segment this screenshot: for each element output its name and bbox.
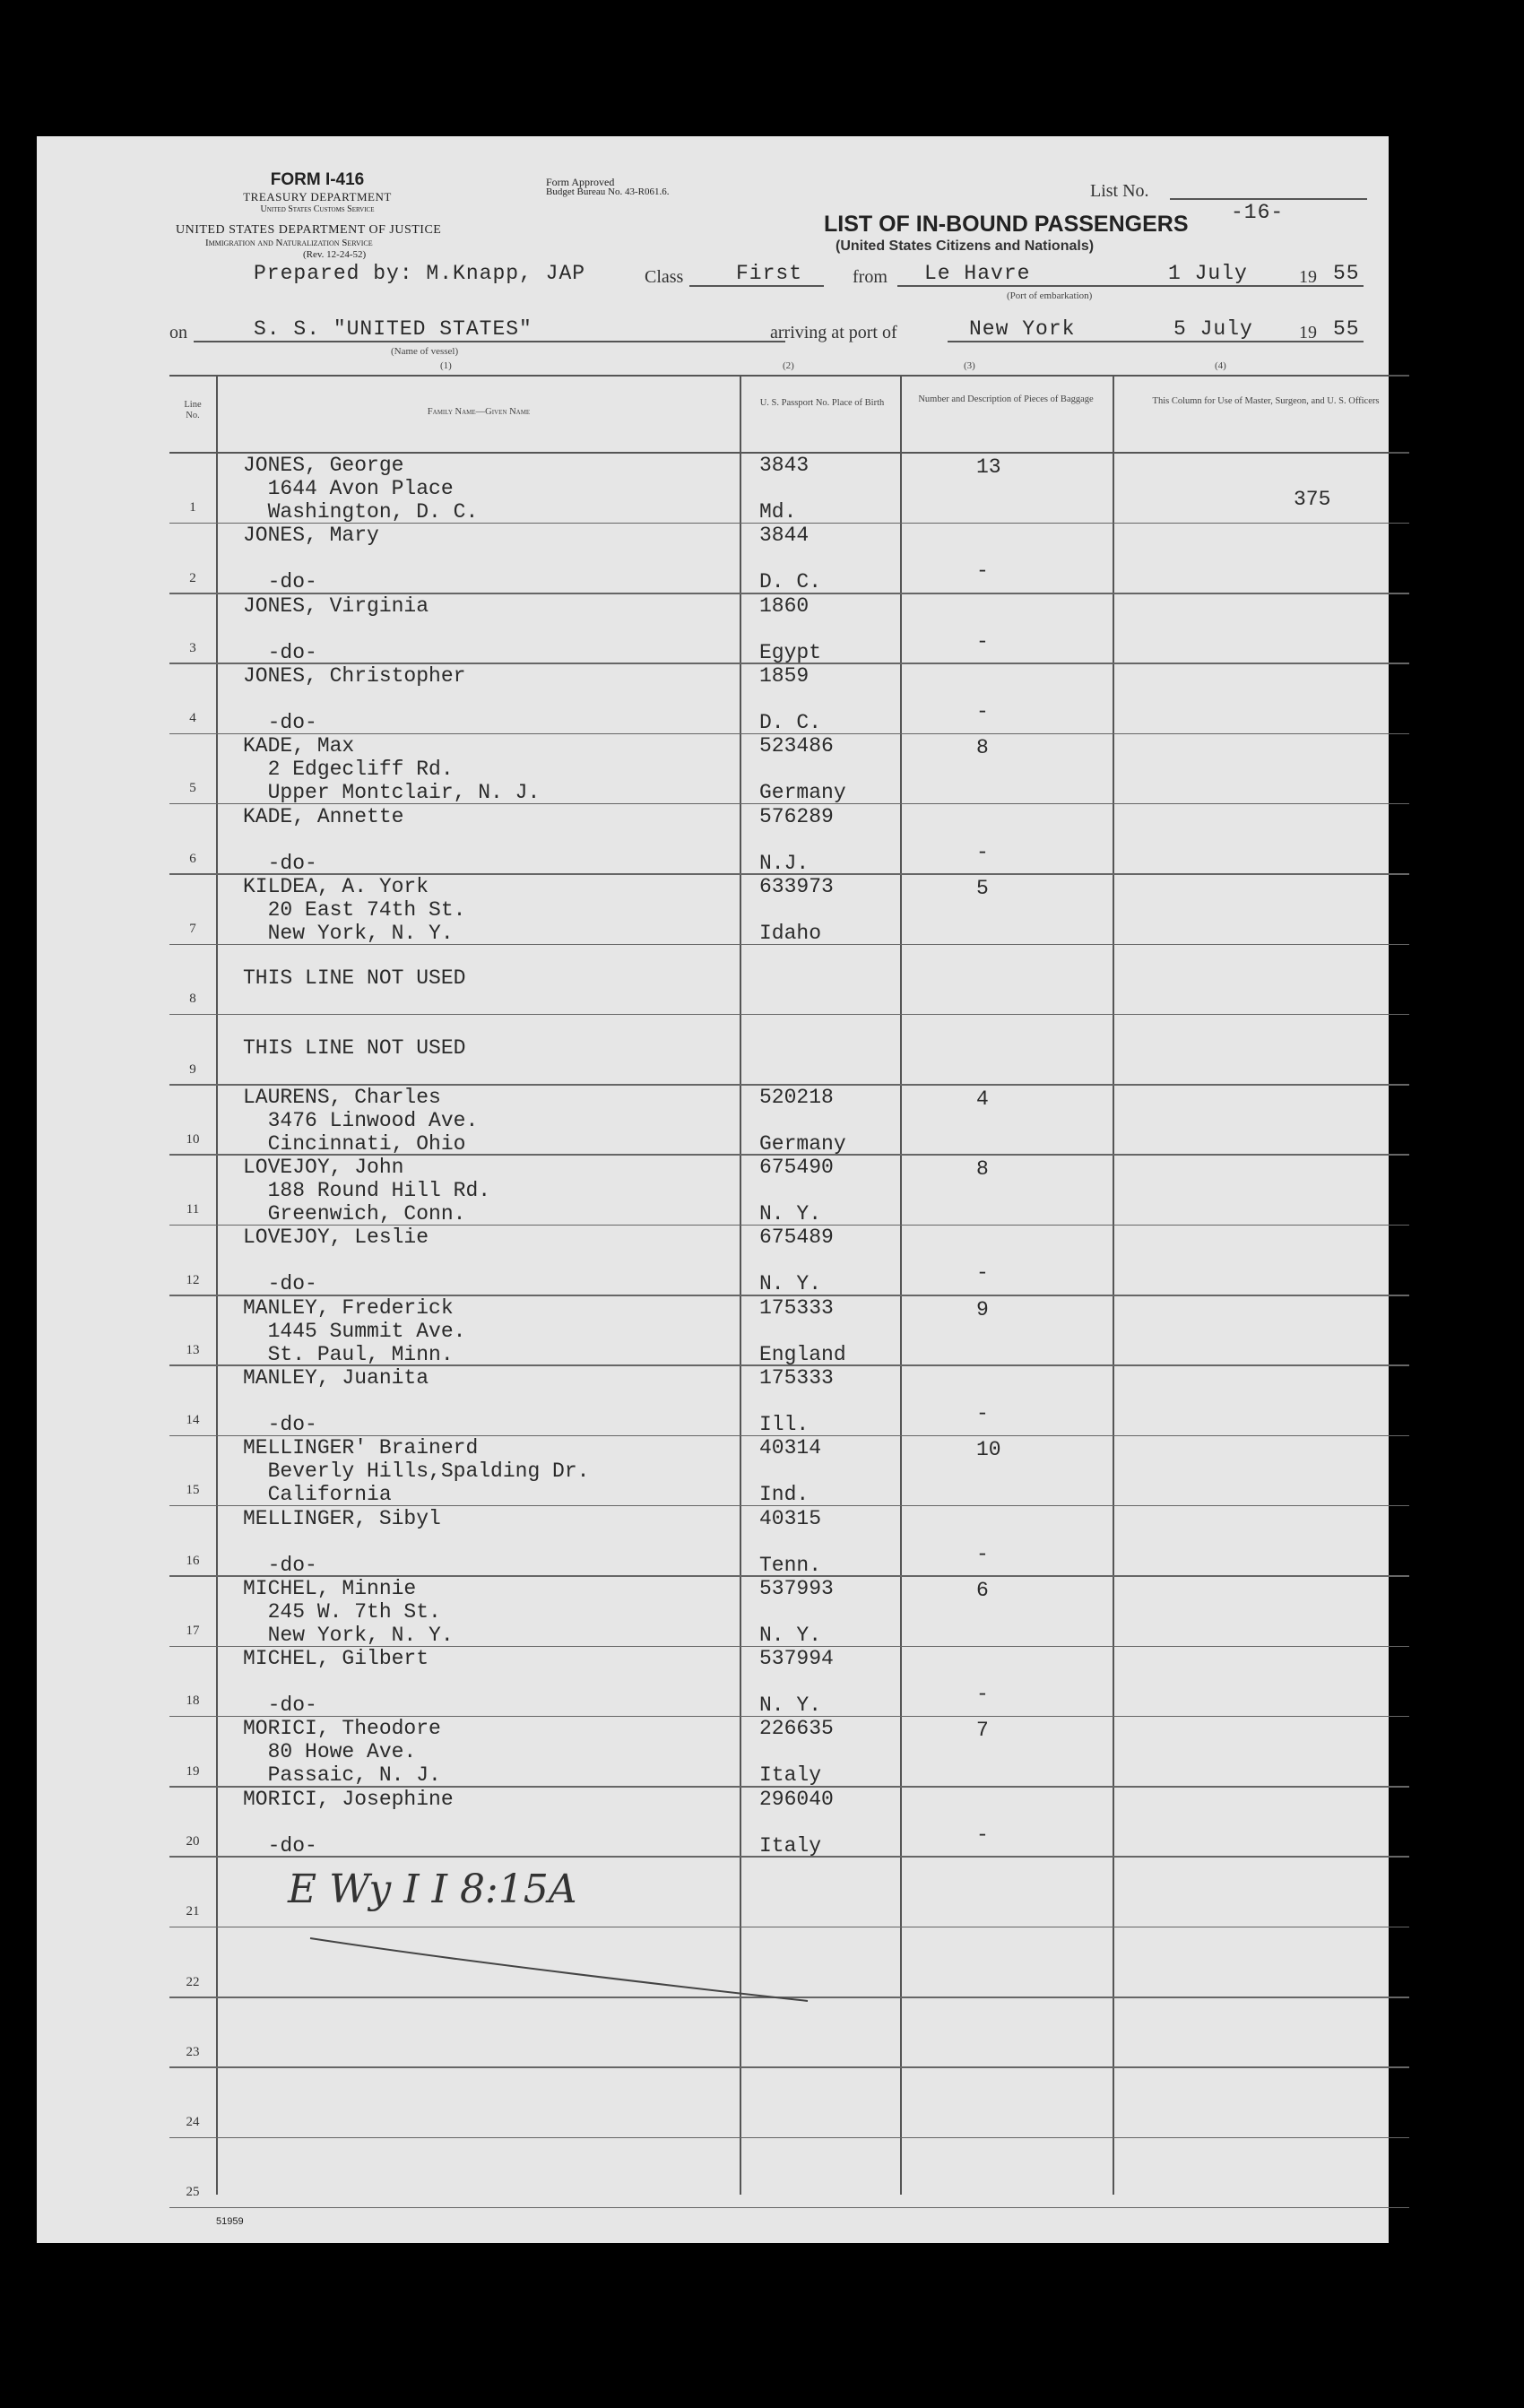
on-label: on — [169, 323, 187, 342]
col-num-2: (2) — [783, 360, 794, 371]
baggage-count: 6 — [976, 1578, 989, 1602]
place-of-birth: Tenn. — [759, 1553, 822, 1577]
baggage-count: - — [976, 1542, 989, 1566]
passenger-name: KADE, Annette -do- — [243, 804, 404, 875]
manifest-page — [37, 136, 1389, 2243]
arrival-date: 5 July — [1173, 317, 1253, 341]
baggage-count: - — [976, 629, 989, 654]
passport-number: 576289 — [759, 804, 834, 828]
passport-number: 633973 — [759, 874, 834, 898]
table-row — [169, 454, 1409, 524]
baggage-count: - — [976, 1261, 989, 1286]
passenger-name: MORICI, Theodore 80 Howe Ave. Passaic, N. J. — [243, 1717, 441, 1788]
row-line-number: 2 — [189, 570, 196, 585]
prepared-by: Prepared by: M.Knapp, JAP — [254, 262, 586, 285]
class-label: Class — [645, 267, 684, 287]
table-row — [169, 2068, 1409, 2138]
row-line-number: 6 — [189, 851, 196, 866]
baggage-count: - — [976, 559, 989, 584]
table-row — [169, 664, 1409, 734]
place-of-birth: Egypt — [759, 640, 822, 664]
passport-number: 537994 — [759, 1647, 834, 1671]
table-row — [169, 1086, 1409, 1156]
place-of-birth: Italy — [759, 1763, 822, 1788]
table-row — [169, 2138, 1409, 2208]
table-row — [169, 1436, 1409, 1506]
embark-year-prefix: 19 — [1299, 267, 1317, 287]
table-row — [169, 1788, 1409, 1858]
list-no-label: List No. — [1090, 181, 1149, 201]
vessel-caption: (Name of vessel) — [391, 346, 459, 357]
col-num-1: (1) — [440, 360, 452, 371]
place-of-birth: N. Y. — [759, 1272, 822, 1296]
place-of-birth: N. Y. — [759, 1623, 822, 1647]
table-row — [169, 1366, 1409, 1436]
passport-number: 175333 — [759, 1295, 834, 1320]
row-line-number: 19 — [186, 1763, 200, 1779]
baggage-count: 5 — [976, 876, 989, 900]
passport-number: 675489 — [759, 1226, 834, 1250]
baggage-count: 8 — [976, 736, 989, 760]
row-line-number: 4 — [189, 711, 196, 726]
header-officers: This Column for Use of Master, Surgeon, and U. S. Officers — [1152, 396, 1380, 406]
arrival-year-prefix: 19 — [1299, 323, 1317, 342]
table-row — [169, 524, 1409, 593]
passport-number: 226635 — [759, 1717, 834, 1741]
row-line-number: 15 — [186, 1483, 200, 1498]
header-line-no: Line No. — [184, 400, 202, 420]
passenger-name: KADE, Max 2 Edgecliff Rd. Upper Montclair, N. J. — [243, 734, 541, 805]
passport-number: 675490 — [759, 1156, 834, 1179]
place-of-birth: N. Y. — [759, 1202, 822, 1226]
row-line-number: 11 — [186, 1202, 200, 1217]
row-line-number: 20 — [186, 1833, 200, 1849]
form-customs: United States Customs Service — [260, 204, 375, 214]
form-ins: Immigration and Naturalization Service — [205, 238, 373, 248]
place-of-birth: Germany — [759, 1131, 846, 1156]
row-line-number: 12 — [186, 1272, 200, 1287]
place-of-birth: D. C. — [759, 570, 822, 594]
row-line-number: 10 — [186, 1131, 200, 1147]
row-line-number: 21 — [186, 1904, 200, 1919]
passenger-name: MELLINGER, Sibyl -do- — [243, 1506, 441, 1577]
row-rule — [169, 2207, 1409, 2209]
passport-number: 175333 — [759, 1365, 834, 1390]
header-passport: U. S. Passport No. Place of Birth — [759, 398, 885, 408]
list-no-underline — [1170, 198, 1367, 200]
header-name: Family Name—Given Name — [427, 407, 531, 417]
place-of-birth: N.J. — [759, 851, 810, 875]
row-line-number: 3 — [189, 640, 196, 655]
row-line-number: 1 — [189, 500, 196, 515]
place-of-birth: D. C. — [759, 710, 822, 734]
row-line-number: 8 — [189, 992, 196, 1007]
passenger-name: MANLEY, Frederick 1445 Summit Ave. St. Paul, Minn. — [243, 1295, 466, 1366]
baggage-count: 9 — [976, 1297, 989, 1321]
baggage-count: 8 — [976, 1157, 989, 1181]
arriving-label: arriving at port of — [770, 323, 897, 342]
row-line-number: 18 — [186, 1693, 200, 1709]
baggage-count: - — [976, 1683, 989, 1707]
passenger-name: JONES, George 1644 Avon Place Washington, D. C. — [243, 454, 479, 524]
place-of-birth: Ind. — [759, 1483, 810, 1507]
form-rev: (Rev. 12-24-52) — [303, 249, 367, 260]
passenger-name: JONES, Christopher -do- — [243, 663, 466, 734]
place-of-birth: N. Y. — [759, 1693, 822, 1718]
row-line-number: 14 — [186, 1413, 200, 1428]
passport-number: 523486 — [759, 734, 834, 758]
officer-note: 375 — [1294, 488, 1331, 511]
vessel-underline — [194, 341, 785, 342]
place-of-birth: England — [759, 1342, 846, 1366]
passenger-name: THIS LINE NOT USED — [243, 966, 466, 991]
place-of-birth: Ill. — [759, 1412, 810, 1436]
baggage-count: - — [976, 1823, 989, 1847]
list-no-value: -16- — [1231, 201, 1285, 224]
passport-number: 1859 — [759, 663, 810, 688]
embark-date: 1 July — [1168, 262, 1248, 285]
baggage-count: 13 — [976, 455, 1001, 479]
passport-number: 40314 — [759, 1436, 822, 1460]
form-code: 51959 — [216, 2216, 244, 2227]
passenger-name: THIS LINE NOT USED — [243, 1036, 466, 1061]
passport-number: 296040 — [759, 1787, 834, 1811]
passport-number: 520218 — [759, 1085, 834, 1109]
table-row — [169, 805, 1409, 875]
table-row — [169, 1577, 1409, 1647]
baggage-count: - — [976, 840, 989, 864]
vessel-name: S. S. "UNITED STATES" — [254, 317, 533, 341]
approved-line-1: Form Approved — [546, 176, 615, 188]
passenger-name: MORICI, Josephine -do- — [243, 1787, 454, 1858]
passenger-name: JONES, Mary -do- — [243, 524, 379, 594]
table-top-rule — [169, 375, 1409, 377]
from-value: Le Havre — [924, 262, 1031, 285]
table-row — [169, 734, 1409, 804]
place-of-birth: Italy — [759, 1833, 822, 1858]
passport-number: 537993 — [759, 1576, 834, 1600]
header-baggage: Number and Description of Pieces of Baggage — [918, 394, 1094, 404]
passport-number: 40315 — [759, 1506, 822, 1530]
row-line-number: 24 — [186, 2115, 200, 2130]
passenger-name: MICHEL, Minnie 245 W. 7th St. New York, N. Y. — [243, 1576, 454, 1647]
place-of-birth: Idaho — [759, 921, 822, 945]
from-underline — [897, 285, 1364, 287]
embark-year: 55 — [1333, 262, 1360, 285]
passenger-name: MANLEY, Juanita -do- — [243, 1365, 429, 1436]
col-num-4: (4) — [1215, 360, 1226, 371]
place-of-birth: Germany — [759, 781, 846, 805]
form-title: FORM I-416 — [270, 170, 365, 189]
pen-stroke — [306, 1929, 844, 2010]
passenger-name: LOVEJOY, John 188 Round Hill Rd. Greenwich, Conn. — [243, 1156, 491, 1226]
form-doj: UNITED STATES DEPARTMENT OF JUSTICE — [176, 223, 442, 237]
arrival-port: New York — [969, 317, 1076, 341]
class-underline — [689, 285, 824, 287]
passenger-name: KILDEA, A. York 20 East 74th St. New York, N. Y. — [243, 874, 466, 945]
row-line-number: 17 — [186, 1624, 200, 1639]
table-row — [169, 1647, 1409, 1717]
table-row — [169, 1296, 1409, 1366]
approved-line-2: Budget Bureau No. 43-R061.6. — [546, 186, 670, 197]
passport-number: 3843 — [759, 454, 810, 477]
passenger-name: MICHEL, Gilbert -do- — [243, 1647, 429, 1718]
table-row — [169, 1015, 1409, 1085]
handwritten-annotation: E Wy I I 8:15A — [288, 1867, 577, 1912]
row-line-number: 13 — [186, 1342, 200, 1357]
row-line-number: 25 — [186, 2185, 200, 2200]
baggage-count: 7 — [976, 1719, 989, 1743]
row-line-number: 7 — [189, 922, 196, 937]
sub-title: (United States Citizens and Nationals) — [836, 238, 1095, 254]
place-of-birth: Md. — [759, 500, 797, 524]
form-id-block — [169, 170, 465, 214]
row-line-number: 22 — [186, 1974, 200, 1989]
port-embark-caption: (Port of embarkation) — [1007, 290, 1093, 301]
table-row — [169, 1507, 1409, 1577]
baggage-count: - — [976, 1401, 989, 1425]
row-line-number: 16 — [186, 1553, 200, 1568]
arrival-year: 55 — [1333, 317, 1360, 341]
from-label: from — [853, 267, 888, 287]
form-dept: TREASURY DEPARTMENT — [243, 190, 392, 204]
passenger-name: MELLINGER' Brainerd Beverly Hills,Spalding Dr. California — [243, 1436, 590, 1507]
row-line-number: 23 — [186, 2044, 200, 2059]
table-row — [169, 945, 1409, 1015]
baggage-count: 4 — [976, 1087, 989, 1111]
class-value: First — [736, 262, 803, 285]
main-title: LIST OF IN-BOUND PASSENGERS — [824, 212, 1189, 237]
row-line-number: 9 — [189, 1061, 196, 1077]
baggage-count: 10 — [976, 1438, 1001, 1462]
passport-number: 3844 — [759, 524, 810, 548]
passenger-name: JONES, Virginia -do- — [243, 593, 429, 664]
baggage-count: - — [976, 699, 989, 723]
passenger-name: LOVEJOY, Leslie -do- — [243, 1226, 429, 1296]
col-num-3: (3) — [964, 360, 975, 371]
manifest-table — [169, 375, 1409, 2200]
table-row — [169, 875, 1409, 945]
passenger-name: LAURENS, Charles 3476 Linwood Ave. Cincinnati, Ohio — [243, 1085, 479, 1156]
row-line-number: 5 — [189, 781, 196, 796]
table-row — [169, 1226, 1409, 1295]
passport-number: 1860 — [759, 593, 810, 618]
table-row — [169, 594, 1409, 664]
table-row — [169, 1156, 1409, 1226]
table-row — [169, 1717, 1409, 1787]
